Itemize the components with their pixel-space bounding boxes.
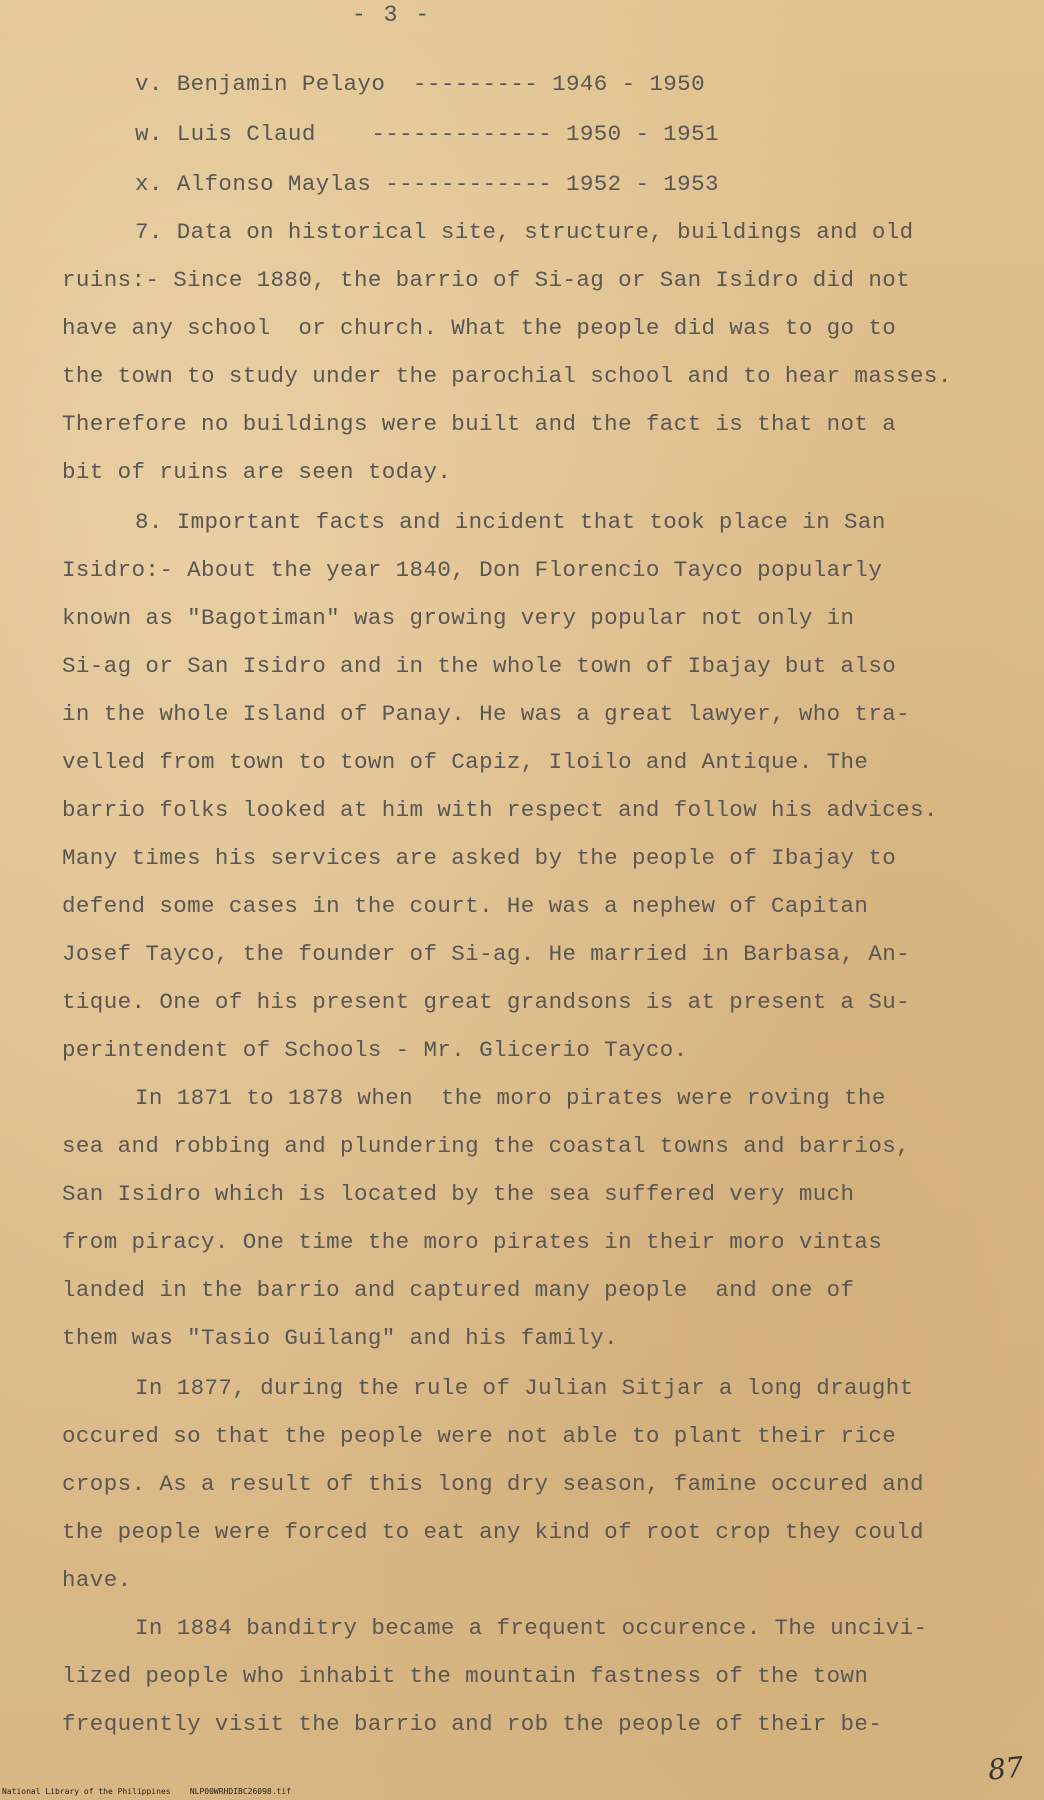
text-line: In 1871 to 1878 when the moro pirates were roving the: [135, 1085, 886, 1111]
handwritten-folio-number: 87: [986, 1750, 1026, 1787]
list-item-v: v. Benjamin Pelayo --------- 1946 - 1950: [135, 71, 705, 97]
text-line: In 1877, during the rule of Julian Sitjar a long draught: [135, 1375, 914, 1401]
text-line: Isidro:- About the year 1840, Don Florencio Tayco popularly: [62, 557, 883, 583]
text-line: lized people who inhabit the mountain fastness of the town: [62, 1663, 869, 1689]
text-line: frequently visit the barrio and rob the people of their be-: [62, 1711, 883, 1737]
text-line: 8. Important facts and incident that took place in San: [135, 509, 886, 535]
text-line: ruins:- Since 1880, the barrio of Si-ag or San Isidro did not: [62, 267, 911, 293]
text-line: the town to study under the parochial school and to hear masses.: [62, 363, 952, 389]
text-line: have.: [62, 1567, 132, 1593]
text-line: them was "Tasio Guilang" and his family.: [62, 1325, 619, 1351]
text-line: defend some cases in the court. He was a nephew of Capitan: [62, 893, 869, 919]
text-line: San Isidro which is located by the sea suffered very much: [62, 1181, 855, 1207]
text-line: from piracy. One time the moro pirates in their moro vintas: [62, 1229, 883, 1255]
list-item-x: x. Alfonso Maylas ------------ 1952 - 1953: [135, 171, 719, 197]
text-line: occured so that the people were not able to plant their rice: [62, 1423, 897, 1449]
text-line: sea and robbing and plundering the coastal towns and barrios,: [62, 1133, 911, 1159]
text-line: Therefore no buildings were built and the fact is that not a: [62, 411, 897, 437]
text-line: have any school or church. What the people did was to go to: [62, 315, 897, 341]
text-line: Many times his services are asked by the people of Ibajay to: [62, 845, 897, 871]
text-line: In 1884 banditry became a frequent occurence. The uncivi-: [135, 1615, 928, 1641]
list-item-w: w. Luis Claud ------------- 1950 - 1951: [135, 121, 719, 147]
text-line: 7. Data on historical site, structure, buildings and old: [135, 219, 914, 245]
text-line: known as "Bagotiman" was growing very popular not only in: [62, 605, 855, 631]
text-line: crops. As a result of this long dry season, famine occured and: [62, 1471, 924, 1497]
page-number: - 3 -: [352, 2, 432, 28]
text-line: in the whole Island of Panay. He was a great lawyer, who tra-: [62, 701, 911, 727]
text-line: the people were forced to eat any kind of root crop they could: [62, 1519, 924, 1545]
text-line: barrio folks looked at him with respect and follow his advices.: [62, 797, 938, 823]
text-line: velled from town to town of Capiz, Iloilo and Antique. The: [62, 749, 869, 775]
text-line: bit of ruins are seen today.: [62, 459, 452, 485]
text-line: tique. One of his present great grandsons is at present a Su-: [62, 989, 911, 1015]
footer-credit: National Library of the Philippines NLP00WRHDIBC26098.tif: [2, 1787, 291, 1796]
text-line: Josef Tayco, the founder of Si-ag. He married in Barbasa, An-: [62, 941, 911, 967]
text-line: perintendent of Schools - Mr. Glicerio Tayco.: [62, 1037, 688, 1063]
text-line: Si-ag or San Isidro and in the whole town of Ibajay but also: [62, 653, 897, 679]
text-line: landed in the barrio and captured many people and one of: [62, 1277, 855, 1303]
